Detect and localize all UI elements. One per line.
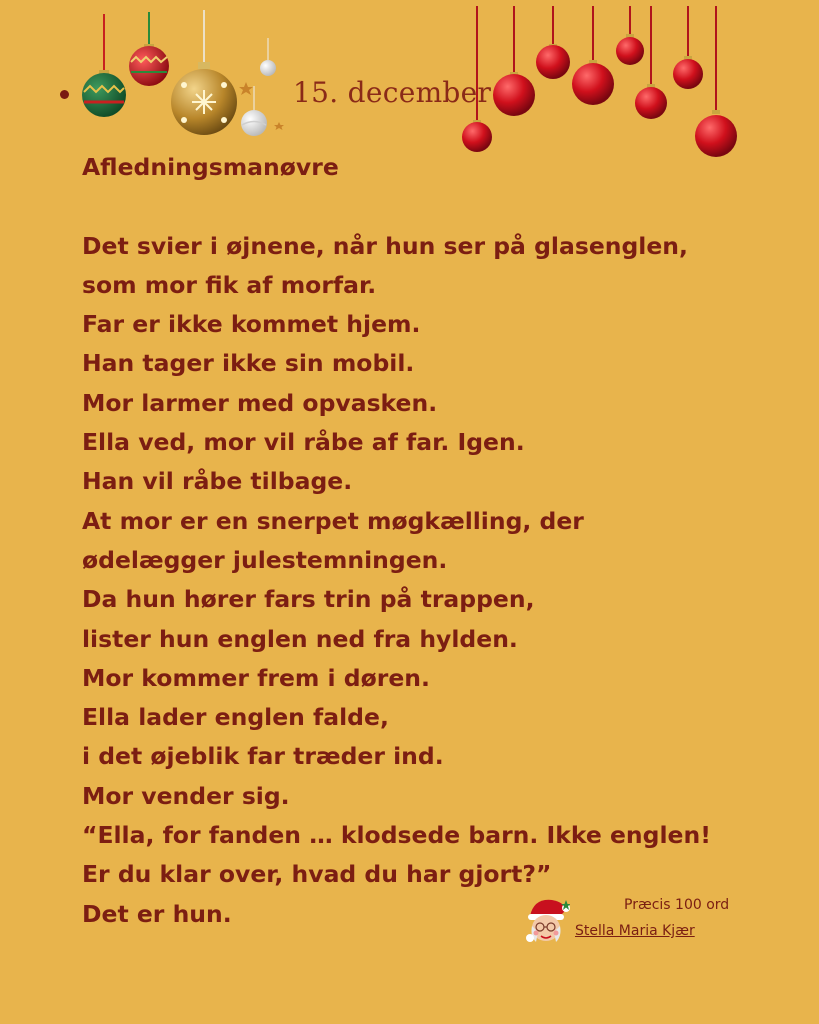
poem bbox=[82, 148, 762, 934]
poem-line: Han vil råbe tilbage. bbox=[82, 467, 353, 496]
date-heading: 15. december bbox=[293, 76, 492, 109]
poem-line: Han tager ikke sin mobil. bbox=[82, 349, 415, 378]
poem-line: Det er hun. bbox=[82, 899, 232, 928]
ornaments-right-icon bbox=[455, 0, 745, 165]
poem-line: Ella ved, mor vil råbe af far. Igen. bbox=[82, 428, 525, 457]
poem-line: som mor fik af morfar. bbox=[82, 270, 377, 299]
poem-line: Er du klar over, hvad du har gjort?” bbox=[82, 860, 552, 889]
word-count: Præcis 100 ord bbox=[624, 897, 730, 913]
poem-line: lister hun englen ned fra hylden. bbox=[82, 624, 518, 653]
poem-line: At mor er en snerpet møgkælling, der bbox=[82, 506, 584, 535]
poem-line: Mor larmer med opvasken. bbox=[82, 388, 438, 417]
poem-line: “Ella, for fanden … klodsede barn. Ikke englen! bbox=[82, 821, 711, 850]
poem-line: Ella lader englen falde, bbox=[82, 703, 389, 732]
ornaments-left-icon bbox=[76, 10, 288, 142]
list-bullet bbox=[60, 90, 69, 99]
poem-title: Afledningsmanøvre bbox=[82, 153, 339, 181]
poem-line: Mor kommer frem i døren. bbox=[82, 663, 430, 692]
poem-line: ødelægger julestemningen. bbox=[82, 545, 448, 574]
santa-avatar-icon bbox=[524, 896, 570, 944]
poem-line: Mor vender sig. bbox=[82, 781, 290, 810]
stanza-gap bbox=[82, 187, 762, 226]
poem-line: Da hun hører fars trin på trappen, bbox=[82, 585, 535, 614]
poem-line: Far er ikke kommet hjem. bbox=[82, 310, 421, 339]
poem-line: i det øjeblik far træder ind. bbox=[82, 742, 444, 771]
author-link[interactable]: Stella Maria Kjær bbox=[575, 923, 695, 939]
poem-line: Det svier i øjnene, når hun ser på glasenglen, bbox=[82, 231, 688, 260]
